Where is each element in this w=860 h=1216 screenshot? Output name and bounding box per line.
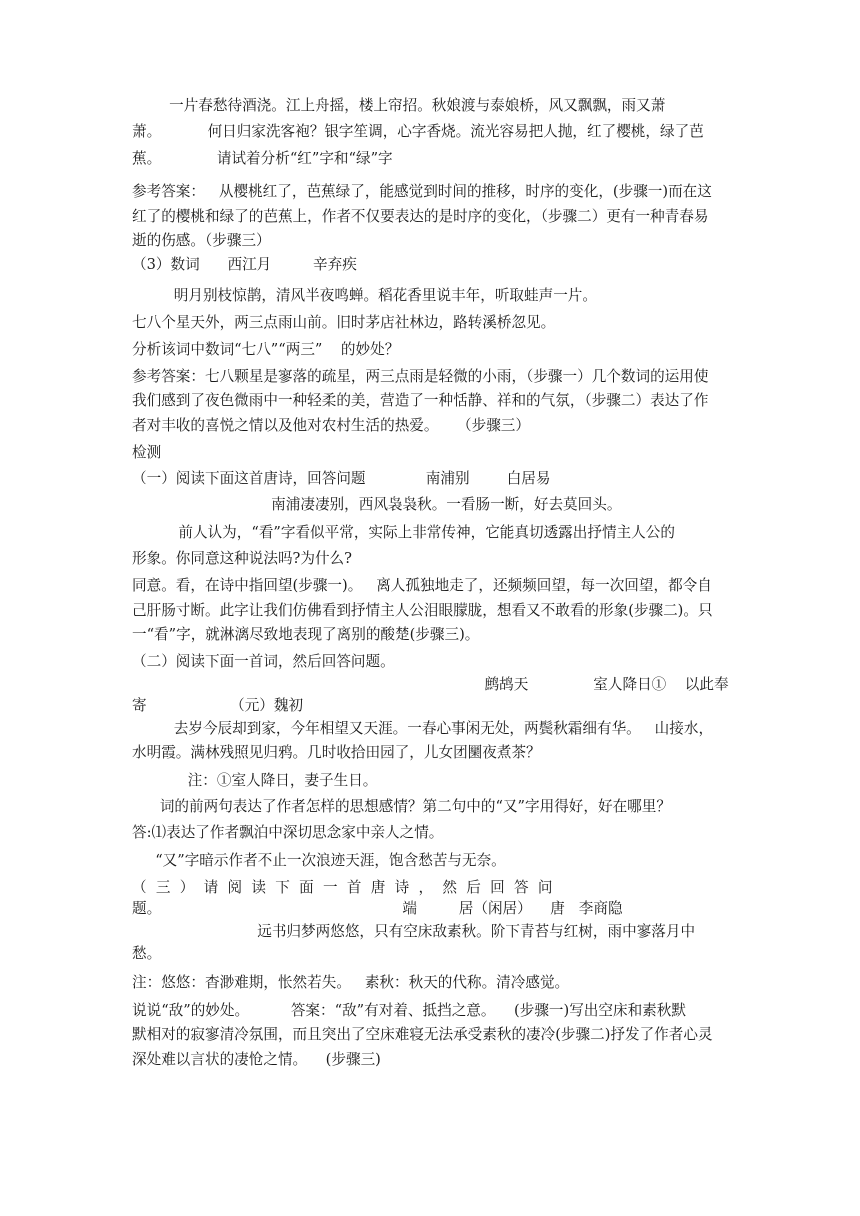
text-line: 前人认为，“看”字看似平常，实际上非常传神，它能真切透露出抒情主人公的 xyxy=(132,524,675,541)
text-line: 分析该词中数词“七八”“两三” 的妙处？ xyxy=(132,341,400,358)
text-line: 说说“敌”的妙处。 答案：“敌”有对着、抵挡之意。 (步骤一)写出空床和素秋默 xyxy=(132,1002,686,1019)
text-line: 答:⑴表达了作者飘泊中深切思念家中亲人之情。 xyxy=(132,824,444,841)
text-line: 红了的樱桃和绿了的芭蕉上，作者不仅要表达的是时序的变化，（步骤二）更有一种青春易 xyxy=(132,208,709,225)
text-line: 水明霞。满林残照见归鸦。几时收拾田园了，儿女团圞夜煮茶？ xyxy=(132,744,541,761)
text-line: 寄 （元）魏初 xyxy=(132,697,304,714)
text-line: 同意。看，在诗中指回望(步骤一)。 离人孤独地走了，还频频回望，每一次回望，都令自 xyxy=(132,577,712,594)
text-line: 一片春愁待酒浇。江上舟摇，楼上帘招。秋娘渡与泰娘桥，风又飘飘，雨又萧 xyxy=(132,97,666,114)
text-line: 远书归梦两悠悠，只有空床敌素秋。阶下青苔与红树，雨中寥落月中 xyxy=(132,923,696,940)
text-line: 己肝肠寸断。此字让我们仿佛看到抒情主人公泪眼朦胧，想看又不敢看的形象(步骤二)。只 xyxy=(132,602,713,619)
text-line: （一）阅读下面这首唐诗，回答问题 南浦别 白居易 xyxy=(132,470,551,487)
text-line: 鹧鸪天 室人降日① 以此奉 xyxy=(132,676,729,693)
text-line: “又”字暗示作者不止一次浪迹天涯，饱含愁苦与无奈。 xyxy=(132,852,506,869)
text-line: 形象。你同意这种说法吗?为什么? xyxy=(132,550,352,567)
text-line: （二）阅读下面一首词，然后回答问题。 xyxy=(132,653,395,670)
text-line: 蕉。 请试着分析“红”字和“绿”字 xyxy=(132,150,393,167)
text-line: 题。 端 居（闲居） 唐 李商隐 xyxy=(132,900,623,917)
text-line: 者对丰收的喜悦之情以及他对农村生活的热爱。 （步骤三） xyxy=(132,417,530,434)
text-line: 注：悠悠：杳渺难期，怅然若失。 素秋：秋天的代称。清冷感觉。 xyxy=(132,974,570,991)
text-line: 南浦凄凄别，西风袅袅秋。一看肠一断，好去莫回头。 xyxy=(132,496,622,513)
text-line: （3）数词 西江月 辛弃疾 xyxy=(132,256,357,273)
text-line: 我们感到了夜色微雨中一种轻柔的美，营造了一种恬静、祥和的气氛，（步骤二）表达了作 xyxy=(132,392,709,409)
section-heading: 检测 xyxy=(132,444,162,461)
text-line: 默相对的寂寥清冷氛围，而且突出了空床难寝无法承受素秋的凄冷(步骤二)抒发了作者心灵 xyxy=(132,1026,713,1043)
text-line: （ 三 ） 请 阅 读 下 面 一 首 唐 诗 ， 然 后 回 答 问 xyxy=(132,879,553,896)
text-line: 去岁今辰却到家，今年相望又天涯。一春心事闲无处，两鬓秋霜细有华。 山接水， xyxy=(132,720,714,737)
text-line: 参考答案：七八颗星是寥落的疏星，两三点雨是轻微的小雨，（步骤一）几个数词的运用使 xyxy=(132,368,709,385)
text-line: 萧。 何日归家洗客袍？银字笙调，心字香烧。流光容易把人抛，红了樱桃，绿了芭 xyxy=(132,123,704,140)
text-line: 词的前两句表达了作者怎样的思想感情？第二句中的“又”字用得好，好在哪里？ xyxy=(132,798,671,815)
text-line: 逝的伤感。（步骤三） xyxy=(132,232,271,249)
text-line: 愁。 xyxy=(132,945,162,962)
text-line: 参考答案： 从樱桃红了，芭蕉绿了，能感觉到时间的推移，时序的变化，(步骤一)而在这 xyxy=(132,183,712,200)
text-line: 明月别枝惊鹊，清风半夜鸣蝉。稻花香里说丰年，听取蛙声一片。 xyxy=(132,287,597,304)
text-line: 七八个星天外，两三点雨山前。旧时茅店社林边，路转溪桥忽见。 xyxy=(132,314,556,331)
text-line: 深处难以言状的凄怆之情。 (步骤三) xyxy=(132,1051,381,1068)
text-line: 一“看”字，就淋漓尽致地表现了离别的酸楚(步骤三)。 xyxy=(132,626,480,643)
text-line: 注：①室人降日，妻子生日。 xyxy=(132,772,378,789)
